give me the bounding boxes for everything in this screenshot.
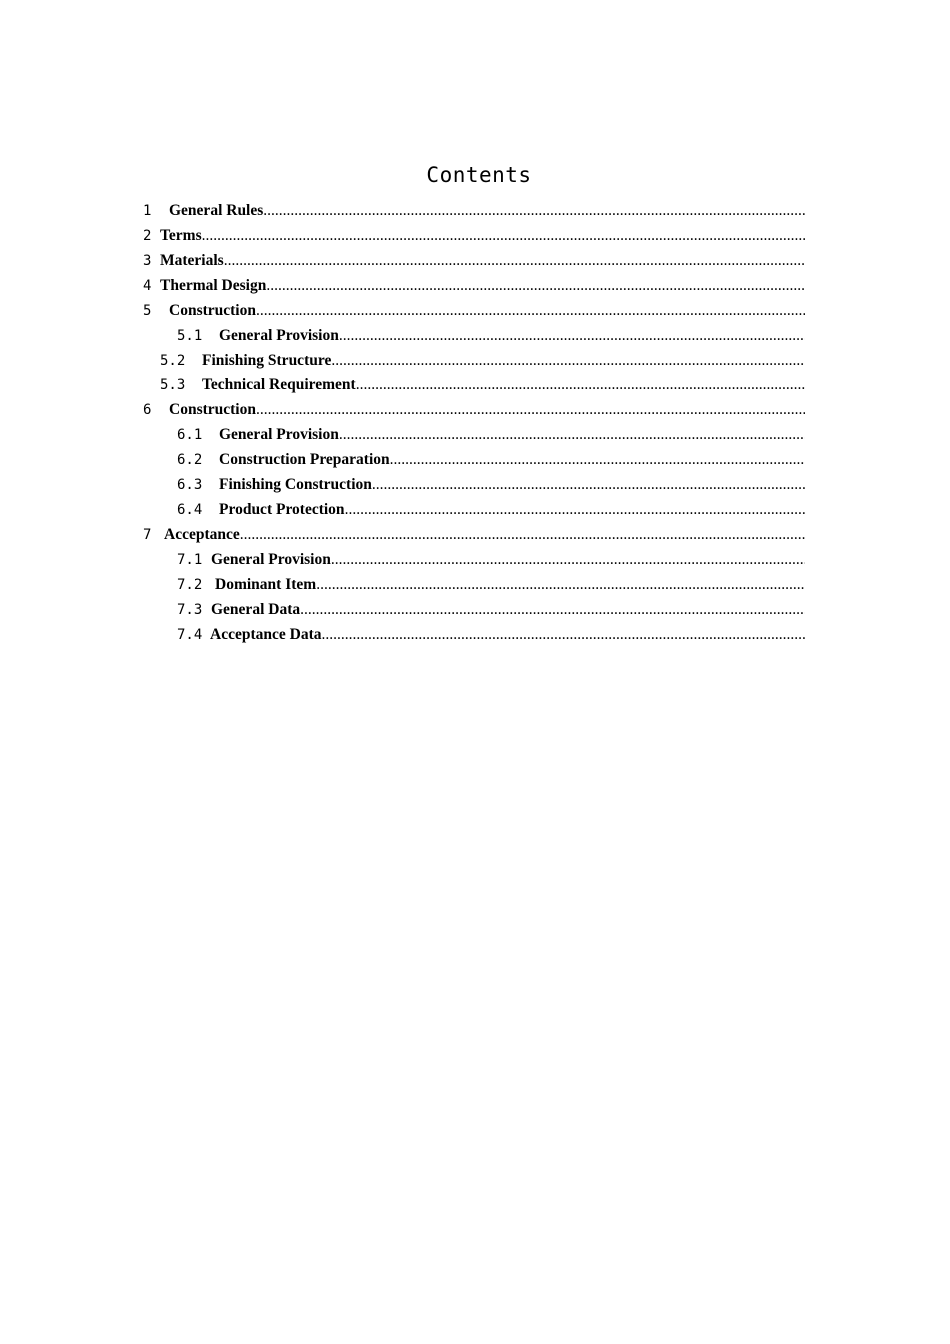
toc-entry-4[interactable] [0,274,950,299]
dot-leader [372,476,805,494]
dot-leader [266,277,805,295]
toc-entry-label: Construction [169,401,256,419]
toc-entry-7-2[interactable] [0,573,950,598]
toc-entry-number: 5.2 [160,352,186,369]
toc-entry-label: General Provision [219,326,339,344]
toc-entry-label: Acceptance [164,525,240,543]
toc-entry-number: 7.4 [177,626,203,643]
dot-leader [256,302,805,320]
dot-leader [202,227,805,245]
dot-leader [356,376,805,394]
toc-entry-number: 5.3 [160,377,186,394]
dot-leader [390,451,805,469]
dot-leader [316,576,805,594]
toc-entry-number: 6 [143,402,152,419]
toc-entry-label: Product Protection [219,501,345,519]
toc-entry-label: General Provision [211,550,331,568]
toc-entry-5-1[interactable] [0,324,950,349]
dot-leader [321,626,805,644]
page-title: Contents [426,163,532,187]
toc-entry-1[interactable] [0,199,950,224]
toc-entry-label: Terms [160,226,202,244]
toc-entry-number: 1 [143,203,152,219]
toc-entry-number: 7 [143,526,152,543]
toc-entry-number: 5.1 [177,327,203,344]
dot-leader [331,551,805,569]
toc-entry-6-4[interactable] [0,498,950,523]
dot-leader [300,601,805,619]
toc-entry-label: General Provision [219,426,339,444]
toc-entry-label: General Data [211,600,301,618]
toc-entry-number: 7.3 [177,601,203,618]
toc-entry-label: Construction Preparation [219,451,390,469]
dot-leader [339,327,805,345]
dot-leader [263,202,805,220]
toc-entry-number: 4 [143,277,152,294]
toc-entry-label: Acceptance Data [210,625,322,643]
toc-entry-number: 5 [143,302,152,319]
toc-entry-number: 6.3 [177,477,203,494]
toc-entry-label: Technical Requirement [202,376,356,394]
toc-entry-6-1[interactable] [0,423,950,448]
toc-entry-label: Finishing Structure [202,351,332,369]
toc-entry-5-3[interactable] [0,373,950,398]
toc-entry-6-2[interactable] [0,448,950,473]
toc-entry-label: Dominant Item [215,575,317,593]
toc-entry-label: Construction [169,301,256,319]
toc-entry-7-3[interactable] [0,598,950,623]
dot-leader [240,526,805,544]
toc-entry-5-2[interactable] [0,349,950,374]
toc-entry-6-3[interactable] [0,473,950,498]
dot-leader [224,252,805,270]
toc-entry-number: 2 [143,227,152,244]
toc-entry-number: 7.1 [177,551,203,568]
dot-leader [331,352,805,370]
toc-entry-label: Materials [160,251,224,269]
dot-leader [345,501,805,519]
toc-entry-7-1[interactable] [0,548,950,573]
toc-entry-7[interactable] [0,523,950,548]
toc-entry-label: Thermal Design [160,276,267,294]
toc-entry-number: 7.2 [177,576,203,593]
toc-entry-3[interactable] [0,249,950,274]
toc-entry-7-4[interactable] [0,623,950,648]
table-of-contents [0,199,950,648]
dot-leader [339,426,805,444]
toc-entry-label: Finishing Construction [219,476,372,494]
toc-entry-2[interactable] [0,224,950,249]
toc-entry-number: 6.4 [177,502,203,519]
toc-entry-5[interactable] [0,299,950,324]
toc-entry-number: 6.1 [177,427,203,444]
toc-entry-number: 6.2 [177,452,203,469]
toc-entry-6[interactable] [0,398,950,423]
toc-entry-number: 3 [143,252,152,269]
toc-entry-label: General Rules [169,202,264,219]
dot-leader [256,401,805,419]
